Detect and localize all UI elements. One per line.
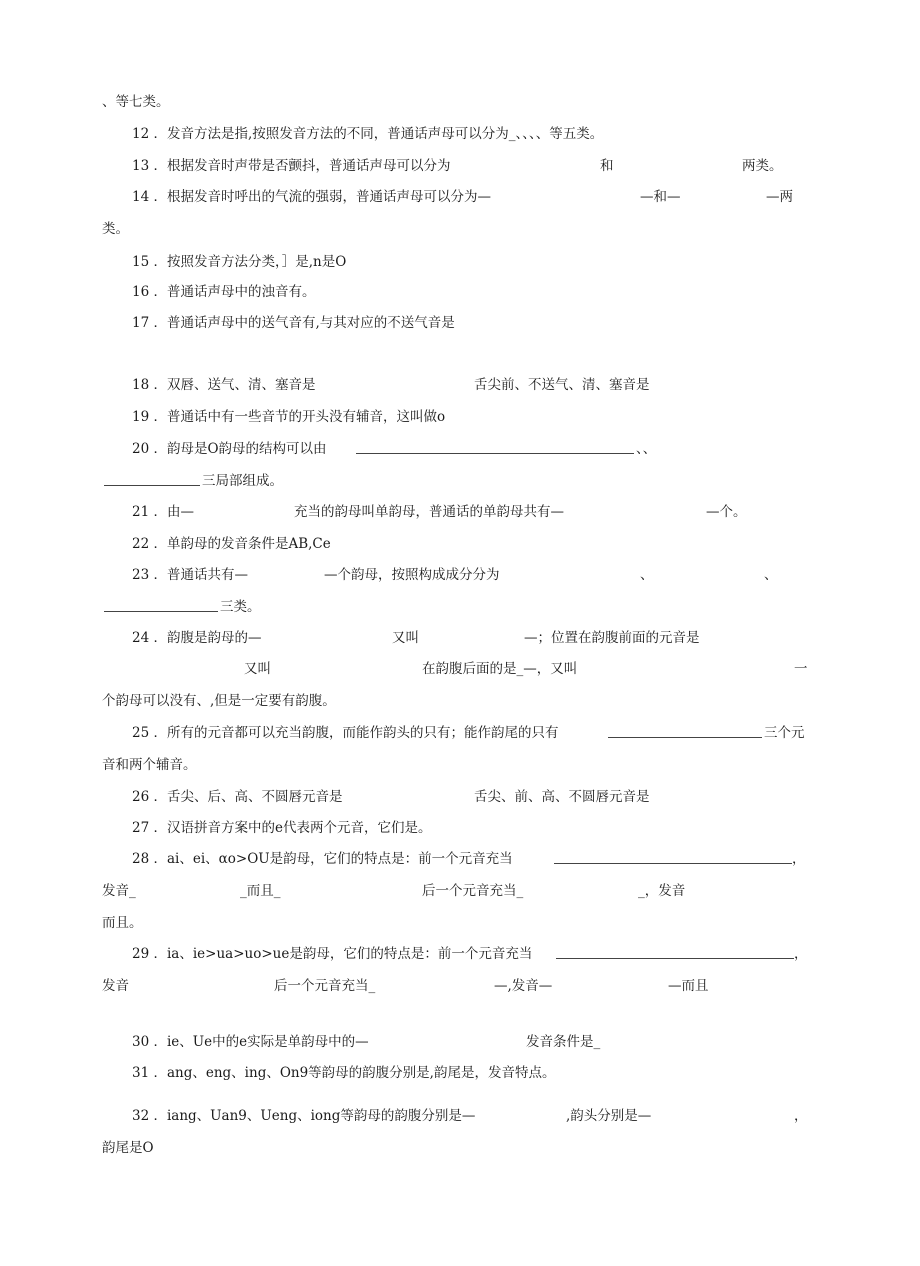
q16: 16 ．普通话声母中的浊音有。: [132, 284, 316, 300]
q28-text: 28 ．ai、ei、αo>OU是韵母，它们的特点是：前一个元音充当: [132, 851, 513, 867]
q14-end: 类。: [102, 221, 129, 237]
q17: 17 ．普通话声母中的送气音有,与其对应的不送气音是: [132, 315, 455, 331]
q25-blank: [608, 724, 762, 743]
q23-sep1: 、: [640, 567, 654, 583]
q32-comma: ，: [794, 1108, 808, 1124]
q31: 31 ．ang、eng、ing、On9等韵母的韵腹分别是,韵尾是，发音特点。: [132, 1065, 556, 1081]
q23-text: 23 ．普通话共有—: [132, 567, 248, 583]
q25-three: 三个元: [764, 725, 805, 741]
q23-blank: [104, 598, 218, 617]
q29-comma: ，: [794, 946, 808, 962]
q26-part2: 舌尖、前、高、不圆唇元音是: [474, 789, 650, 805]
q19: 19 ．普通话中有一些音节的开头没有辅音，这叫做o: [132, 409, 446, 425]
q23-mid: —个韵母，按照构成成分分为: [324, 567, 500, 583]
q20-blank2: [104, 472, 200, 491]
q28-end: 而且。: [102, 915, 143, 931]
q32-text: 32 ．iang、Uan9、Ueng、iong等韵母的韵腹分别是—: [132, 1108, 476, 1124]
q32-yuntou: ,韵头分别是—: [566, 1108, 652, 1124]
q28-blank: [554, 850, 792, 869]
q21-end: —个。: [706, 504, 747, 520]
q20-end: 三局部组成。: [202, 473, 283, 489]
q28-comma: ，: [792, 851, 806, 867]
q24-also: 又叫: [392, 630, 419, 646]
q24-after: 在韵腹后面的是_—，又叫: [422, 661, 578, 677]
q18-part2: 舌尖前、不送气、清、塞音是: [474, 377, 650, 393]
q13-and: 和: [600, 158, 614, 174]
q32-end: 韵尾是O: [102, 1140, 154, 1156]
q21-text: 21 ．由—: [132, 504, 194, 520]
q20-blank: [356, 440, 634, 459]
q14-two: —两: [766, 189, 793, 205]
q29-fa: 发音: [102, 978, 129, 994]
q22: 22 ．单韵母的发音条件是AB,Ce: [132, 536, 331, 552]
q29-blank: [556, 945, 794, 964]
q14-and: —和—: [640, 189, 681, 205]
q29-erqie: —而且: [668, 978, 709, 994]
q13-end: 两类。: [742, 158, 783, 174]
q28-erqie: _而且_: [240, 883, 281, 899]
q25-end: 音和两个辅音。: [102, 757, 197, 773]
q26-text: 26 ．舌尖、后、高、不圆唇元音是: [132, 789, 343, 805]
q29-text: 29 ．ia、ie>ua>uo>ue是韵母，它们的特点是：前一个元音充当: [132, 946, 533, 962]
q14-text: 14 ．根据发音时呼出的气流的强弱，普通话声母可以分为—: [132, 189, 491, 205]
q23-sep2: 、: [764, 567, 778, 583]
q30-text: 30 ．ie、Ue中的e实际是单韵母中的—: [132, 1034, 369, 1050]
q24-pos: —；位置在韵腹前面的元音是: [524, 630, 700, 646]
q15: 15 ．按照发音方法分类，］是,n是O: [132, 254, 347, 270]
q23-end: 三类。: [220, 599, 261, 615]
q24-also2: 又叫: [244, 661, 271, 677]
q28-fayin: _，发音: [638, 883, 686, 899]
q28-after: 后一个元音充当_: [422, 883, 524, 899]
q12: 12 ．发音方法是指,按照发音方法的不同，普通话声母可以分为_、、、、等五类。: [132, 126, 604, 142]
q25-text: 25 ．所有的元音都可以充当韵腹，而能作韵头的只有；能作韵尾的只有: [132, 725, 559, 741]
q24-one: 一: [794, 661, 808, 677]
q20-sep: 、、: [636, 441, 657, 457]
q20-text: 20 ．韵母是O韵母的结构可以由: [132, 441, 327, 457]
q29-fayin: —,发音—: [494, 978, 553, 994]
q18-text: 18 ．双唇、送气、清、塞音是: [132, 377, 316, 393]
q28-fa: 发音_: [102, 883, 136, 899]
q21-mid: 充当的韵母叫单韵母，普通话的单韵母共有—: [294, 504, 564, 520]
q27: 27 ．汉语拼音方案中的e代表两个元音，它们是。: [132, 820, 432, 836]
line-1: 、等七类。: [102, 94, 170, 110]
q24-end: 个韵母可以没有、,但是一定要有韵腹。: [102, 693, 336, 709]
q30-part2: 发音条件是_: [526, 1034, 601, 1050]
q29-after: 后一个元音充当_: [274, 978, 376, 994]
q13-text: 13 ．根据发音时声带是否颤抖，普通话声母可以分为: [132, 158, 451, 174]
q24-text: 24 ．韵腹是韵母的—: [132, 630, 262, 646]
